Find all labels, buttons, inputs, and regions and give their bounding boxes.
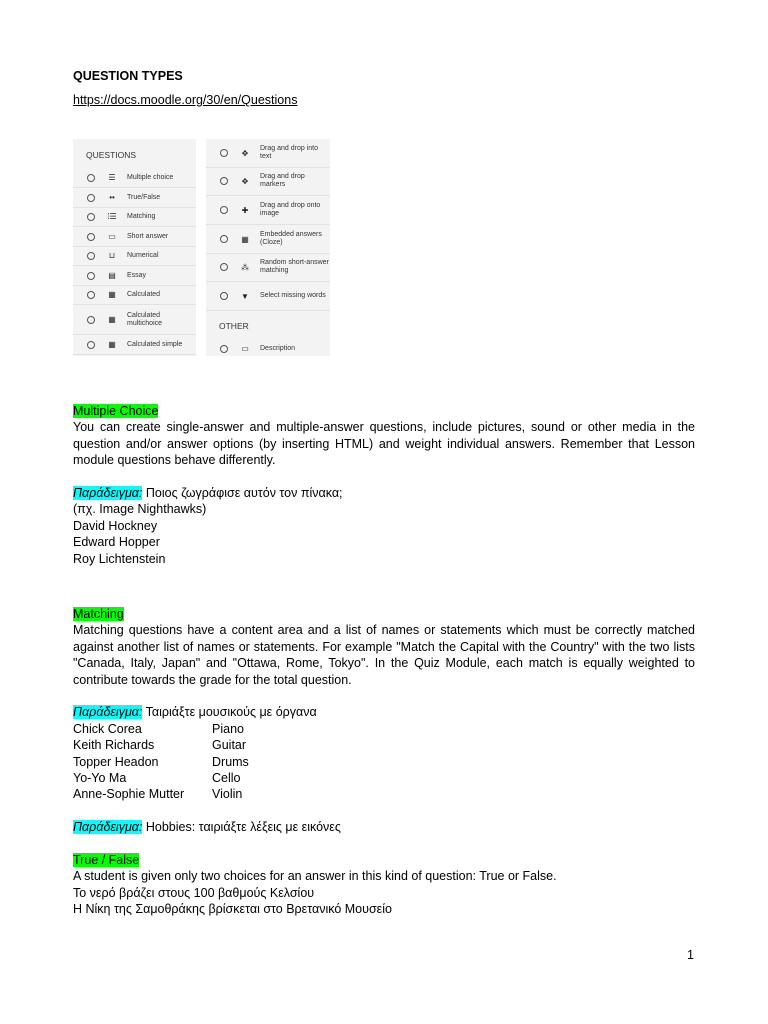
panel-item[interactable]: •• True/False: [73, 188, 196, 208]
musician-name: Chick Corea: [73, 721, 142, 736]
panel-item[interactable]: ✚ Drag and drop onto image: [206, 196, 330, 225]
section-multiple-choice: [73, 403, 695, 567]
random-icon: ⁂: [241, 262, 249, 272]
radio-button[interactable]: [87, 174, 95, 182]
radio-button[interactable]: [220, 263, 228, 271]
heading-matching: Matching: [73, 607, 124, 621]
questions-panel-right: [206, 139, 330, 356]
musician-name: Yo-Yo Ma: [73, 771, 127, 786]
example-text: Ποιος ζωγράφισε αυτόν τον πίνακα;: [142, 486, 343, 501]
calculated-icon: ▦: [108, 290, 116, 299]
example-label: Παράδειγμα:: [73, 820, 143, 835]
radio-button[interactable]: [87, 194, 95, 202]
radio-button[interactable]: [87, 233, 95, 241]
radio-button[interactable]: [87, 213, 95, 221]
example-label: Παράδειγμα:: [73, 486, 143, 501]
questions-panel-left: [73, 139, 196, 356]
caret-down-icon: ▼: [241, 291, 249, 301]
example-line: (πχ. Image Nighthawks): [73, 502, 207, 517]
description-icon: ▭: [241, 344, 249, 353]
heading-true-false: True / False: [73, 853, 140, 867]
panel-item[interactable]: ▦ Embedded answers (Cloze): [206, 225, 330, 254]
musician-name: Keith Richards: [73, 738, 155, 753]
answer-option: Edward Hopper: [73, 535, 160, 550]
plus-icon: ✚: [241, 205, 249, 215]
moodle-docs-link[interactable]: https://docs.moodle.org/30/en/Questions: [73, 93, 298, 107]
radio-button[interactable]: [87, 291, 95, 299]
panel-item[interactable]: ✥ Drag and drop markers: [206, 167, 330, 196]
instrument-name: Guitar: [212, 738, 247, 753]
panel-item[interactable]: ⁞☰ Matching: [73, 207, 196, 227]
example-text: Hobbies: ταιριάξτε λέξεις με εικόνες: [142, 820, 341, 835]
move-icon: ✥: [241, 148, 249, 158]
example-statement: Η Νίκη της Σαμοθράκης βρίσκεται στο Βρετανικό Μουσείο: [73, 902, 392, 917]
musician-name: Anne-Sophie Mutter: [73, 787, 185, 802]
essay-icon: ▤: [108, 271, 116, 280]
radio-button[interactable]: [220, 149, 228, 157]
section-true-false: [73, 852, 695, 918]
radio-button[interactable]: [220, 292, 228, 300]
panel-item[interactable]: ▭ Short answer: [73, 227, 196, 247]
move-icon: ✥: [241, 176, 249, 186]
panel-item[interactable]: ✥ Drag and drop into text: [206, 139, 330, 168]
example-text: Ταιριάξτε μουσικούς με όργανα: [142, 705, 317, 720]
true-false-body: A student is given only two choices for an answer in this kind of question: True or False.: [73, 869, 557, 884]
questions-heading: QUESTIONS: [86, 150, 137, 160]
instrument-name: Piano: [212, 721, 244, 736]
radio-button[interactable]: [87, 316, 95, 324]
panel-item[interactable]: ▼ Select missing words: [206, 282, 330, 311]
matching-body: Matching questions have a content area and a list of names or statements which must be correctly matched against another list of names or statements. For example "Match the Capital with the Country" with the two lists "Canada, Italy, Japan" and "Ottawa, Rome, Tokyo". In the Quiz Module, each match is equally weighted to contribute towards the grade for the total question.: [73, 623, 695, 687]
matching-pairs: [73, 721, 695, 803]
answer-option: David Hockney: [73, 518, 158, 533]
dots-icon: ••: [109, 193, 115, 202]
example-statement: Το νερό βράζει στους 100 βαθμούς Κελσίου: [73, 885, 315, 900]
document-title: QUESTION TYPES: [73, 69, 183, 83]
panel-item[interactable]: ▦ Calculated simple: [73, 335, 196, 355]
instrument-name: Cello: [212, 771, 241, 786]
radio-button[interactable]: [220, 345, 228, 353]
radio-button[interactable]: [87, 341, 95, 349]
panel-item[interactable]: ▤ Essay: [73, 266, 196, 286]
calculated-icon: ▦: [108, 340, 116, 349]
page-number: 1: [687, 948, 694, 962]
list-icon: ☰: [108, 173, 116, 182]
numerical-icon: ⊔: [108, 251, 116, 260]
calculated-icon: ▦: [108, 315, 116, 324]
short-answer-icon: ▭: [108, 232, 116, 241]
multiple-choice-body: You can create single-answer and multiple-answer questions, include pictures, sound or other media in the question and/or answer options (by inserting HTML) and weight individual answers. Remember that Lesson module questions behave differently.: [73, 420, 695, 468]
musician-name: Topper Headon: [73, 754, 159, 769]
example-label: Παράδειγμα:: [73, 705, 143, 720]
panel-item[interactable]: ⊔ Numerical: [73, 246, 196, 266]
cloze-icon: ▦: [241, 234, 249, 244]
panel-item-description[interactable]: ▭ Description: [206, 339, 330, 358]
radio-button[interactable]: [87, 272, 95, 280]
answer-option: Roy Lichtenstein: [73, 551, 166, 566]
panel-item[interactable]: ▦ Calculated: [73, 285, 196, 305]
heading-multiple-choice: Multiple Choice: [73, 404, 159, 418]
panel-item[interactable]: ☰ Multiple choice: [73, 168, 196, 188]
radio-button[interactable]: [220, 206, 228, 214]
panel-item[interactable]: ▦ Calculated multichoice: [73, 305, 196, 335]
section-matching: [73, 606, 695, 836]
panel-item[interactable]: ⁂ Random short-answer matching: [206, 253, 330, 282]
radio-button[interactable]: [220, 177, 228, 185]
other-heading: OTHER: [219, 321, 249, 331]
matching-icon: ⁞☰: [107, 212, 117, 221]
radio-button[interactable]: [220, 235, 228, 243]
instrument-name: Drums: [212, 754, 249, 769]
radio-button[interactable]: [87, 252, 95, 260]
instrument-name: Violin: [212, 787, 243, 802]
